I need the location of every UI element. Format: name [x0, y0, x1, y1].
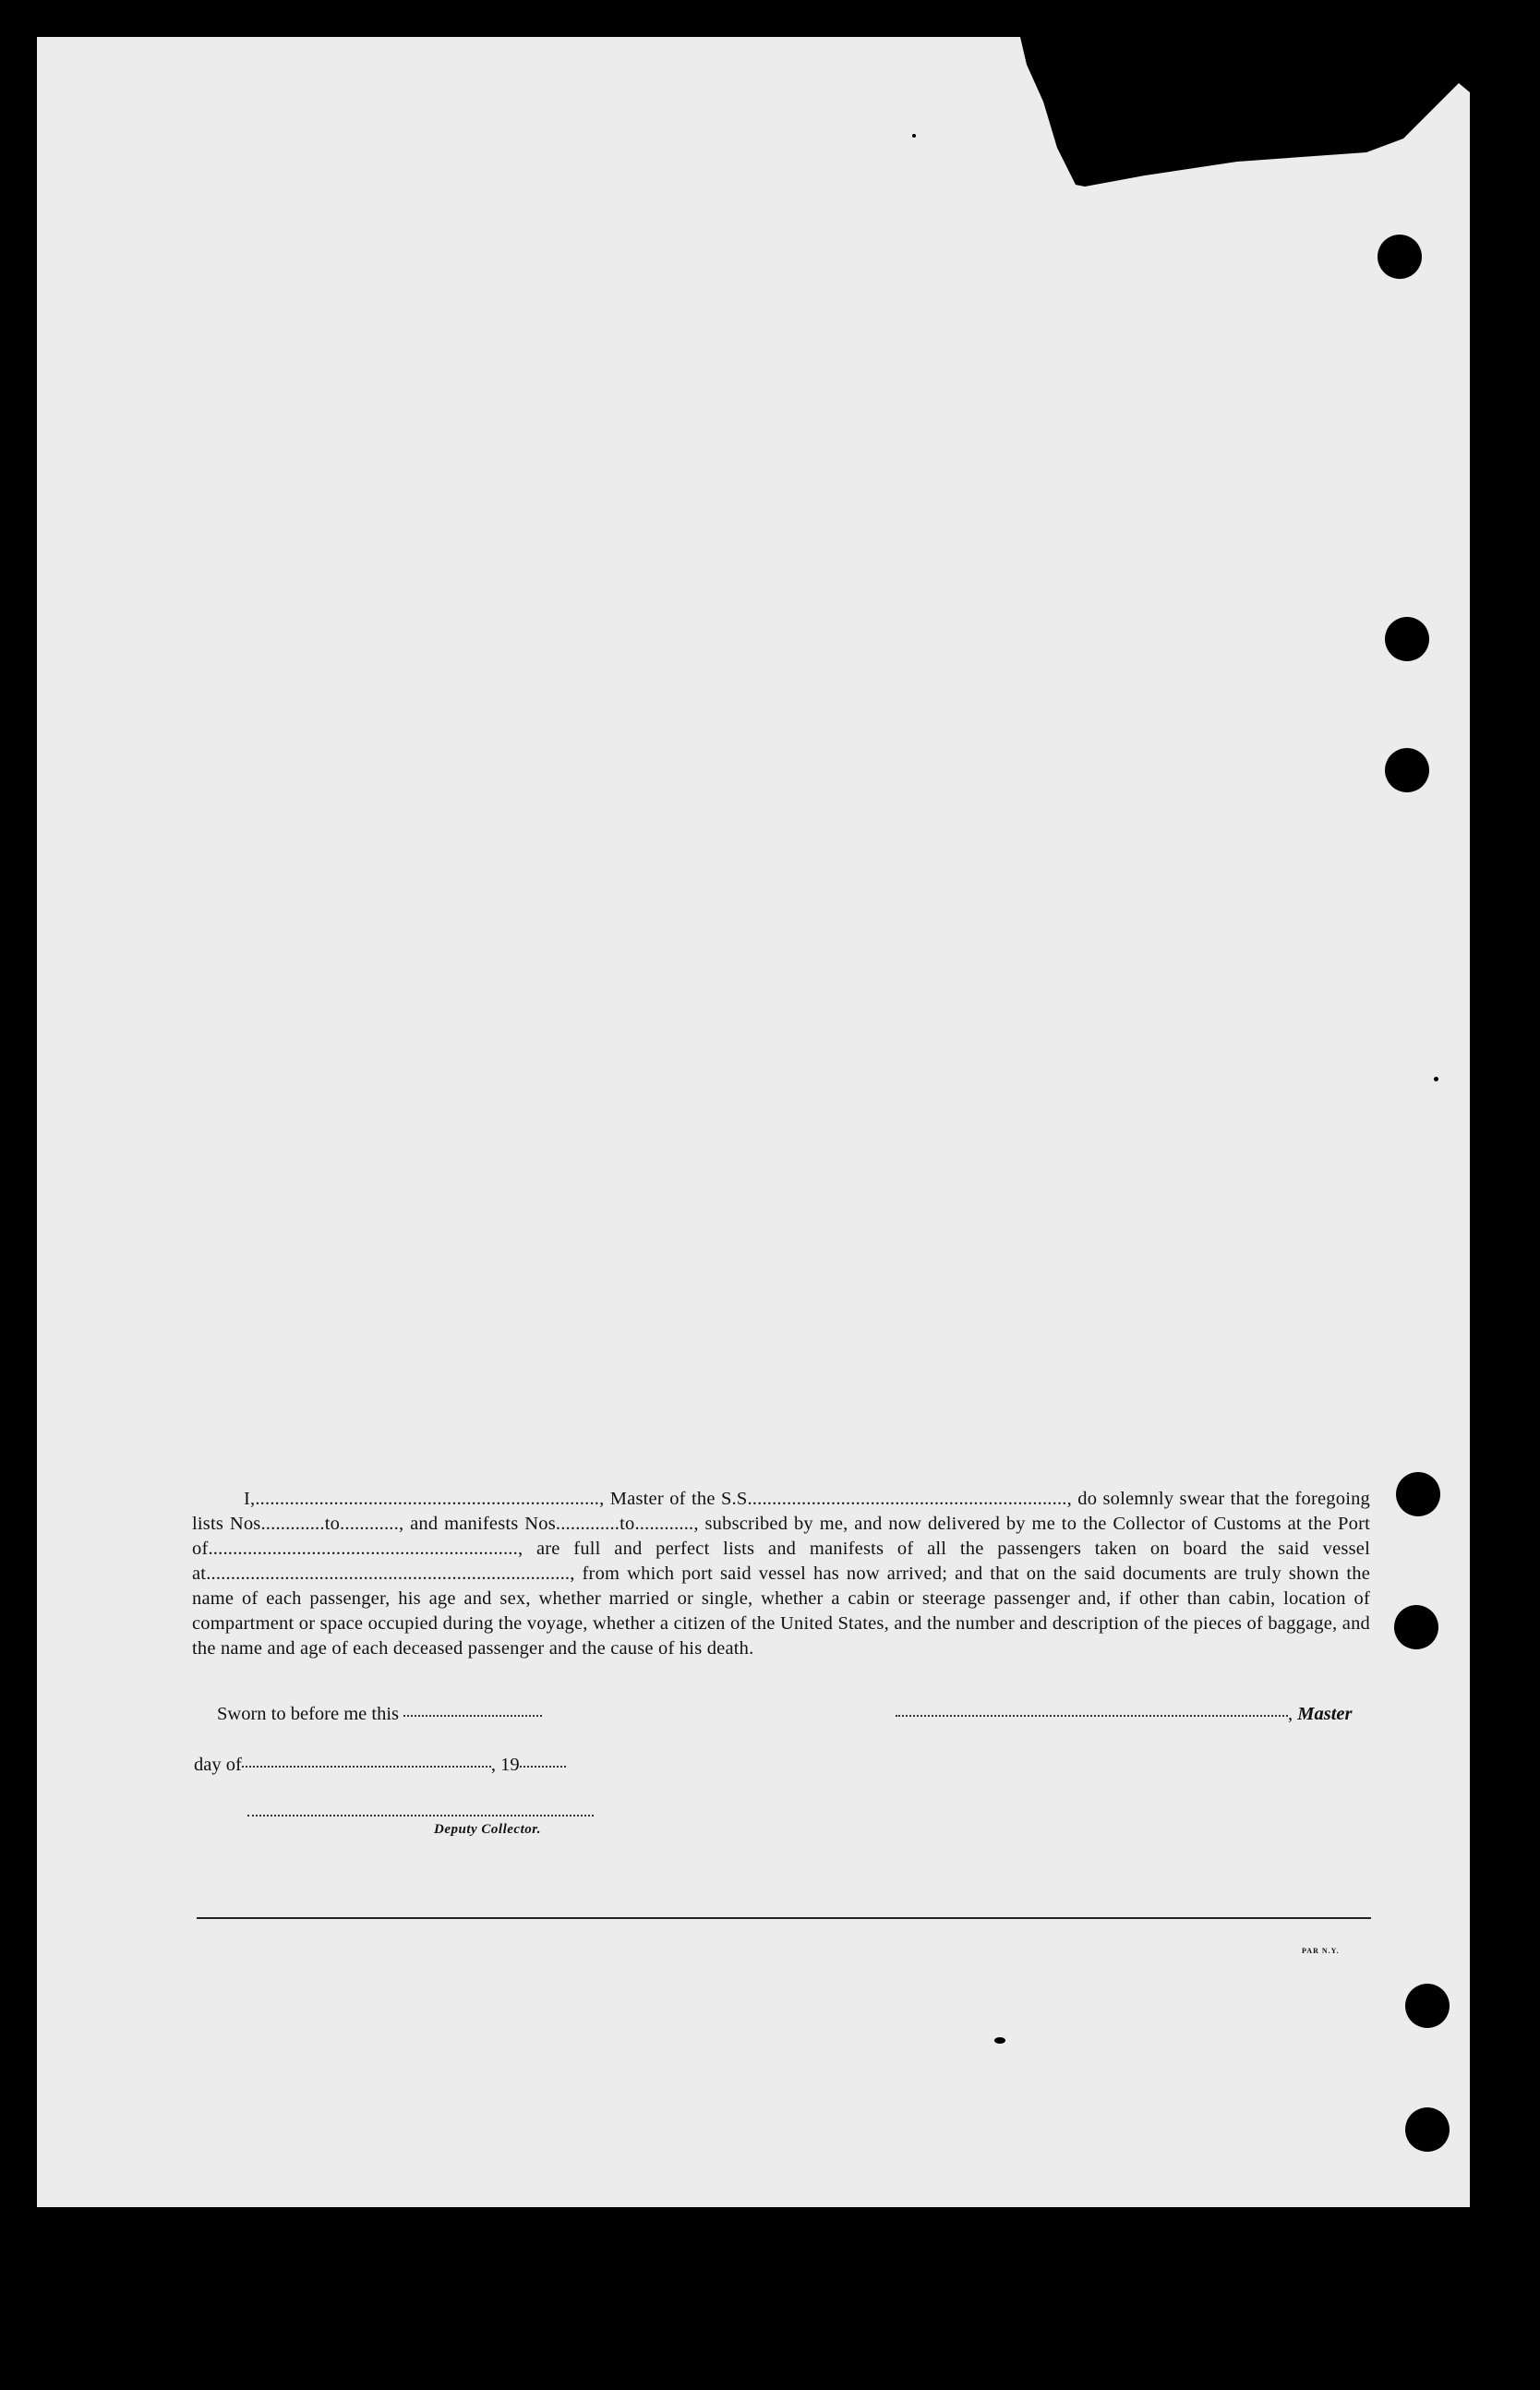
- deputy-signature-blank: [247, 1805, 594, 1817]
- oath-paragraph: I,......................................................................, Master of the S.S................................................................., do solemnly swear that the foregoing lists Nos.............to............, and manifests Nos.............to............, subscribed by me, and now delivered by me to the Collector of Customs at the Port of..............................................................., are full and perfect lists and manifests of all the passengers taken on board the said vessel at.........................................................................., from which port said vessel has now arrived; and that on the said documents are truly shown the name of each passenger, his age and sex, whether married or single, whether a cabin or steerage passenger and, if other than cabin, location of compartment or space occupied during the voyage, whether a citizen of the United States, and the number and description of the pieces of baggage, and the name and age of each deceased passenger and the cause of his death.: [192, 1489, 1370, 1659]
- speck: [1434, 1077, 1438, 1081]
- master-label: Master: [1297, 1704, 1353, 1724]
- sworn-blank: [403, 1714, 542, 1717]
- year-blank: [520, 1765, 566, 1768]
- master-blank: [896, 1714, 1288, 1717]
- form-code: PAR N.Y.: [1302, 1947, 1340, 1955]
- speck: [994, 2037, 1005, 2044]
- punch-hole: [1394, 1605, 1438, 1649]
- horizontal-rule: [197, 1917, 1371, 1919]
- speck: [912, 134, 916, 138]
- day-blank: [242, 1765, 491, 1768]
- sworn-label: Sworn to before me this: [217, 1704, 399, 1724]
- punch-hole: [1378, 235, 1422, 279]
- punch-hole: [1396, 1472, 1440, 1516]
- year-prefix: , 19: [490, 1755, 520, 1775]
- punch-hole: [1405, 2107, 1450, 2152]
- punch-hole: [1385, 748, 1429, 792]
- punch-hole: [1405, 1984, 1450, 2028]
- day-line: [194, 1755, 566, 1776]
- document-page: [37, 37, 1470, 2207]
- day-of-label: day of: [194, 1755, 242, 1775]
- punch-hole: [1385, 617, 1429, 661]
- deputy-collector-label: Deputy Collector.: [434, 1822, 541, 1837]
- oath-text: [192, 1487, 1370, 1661]
- master-signature-line: , Master: [896, 1704, 1352, 1725]
- sworn-line: [217, 1704, 542, 1725]
